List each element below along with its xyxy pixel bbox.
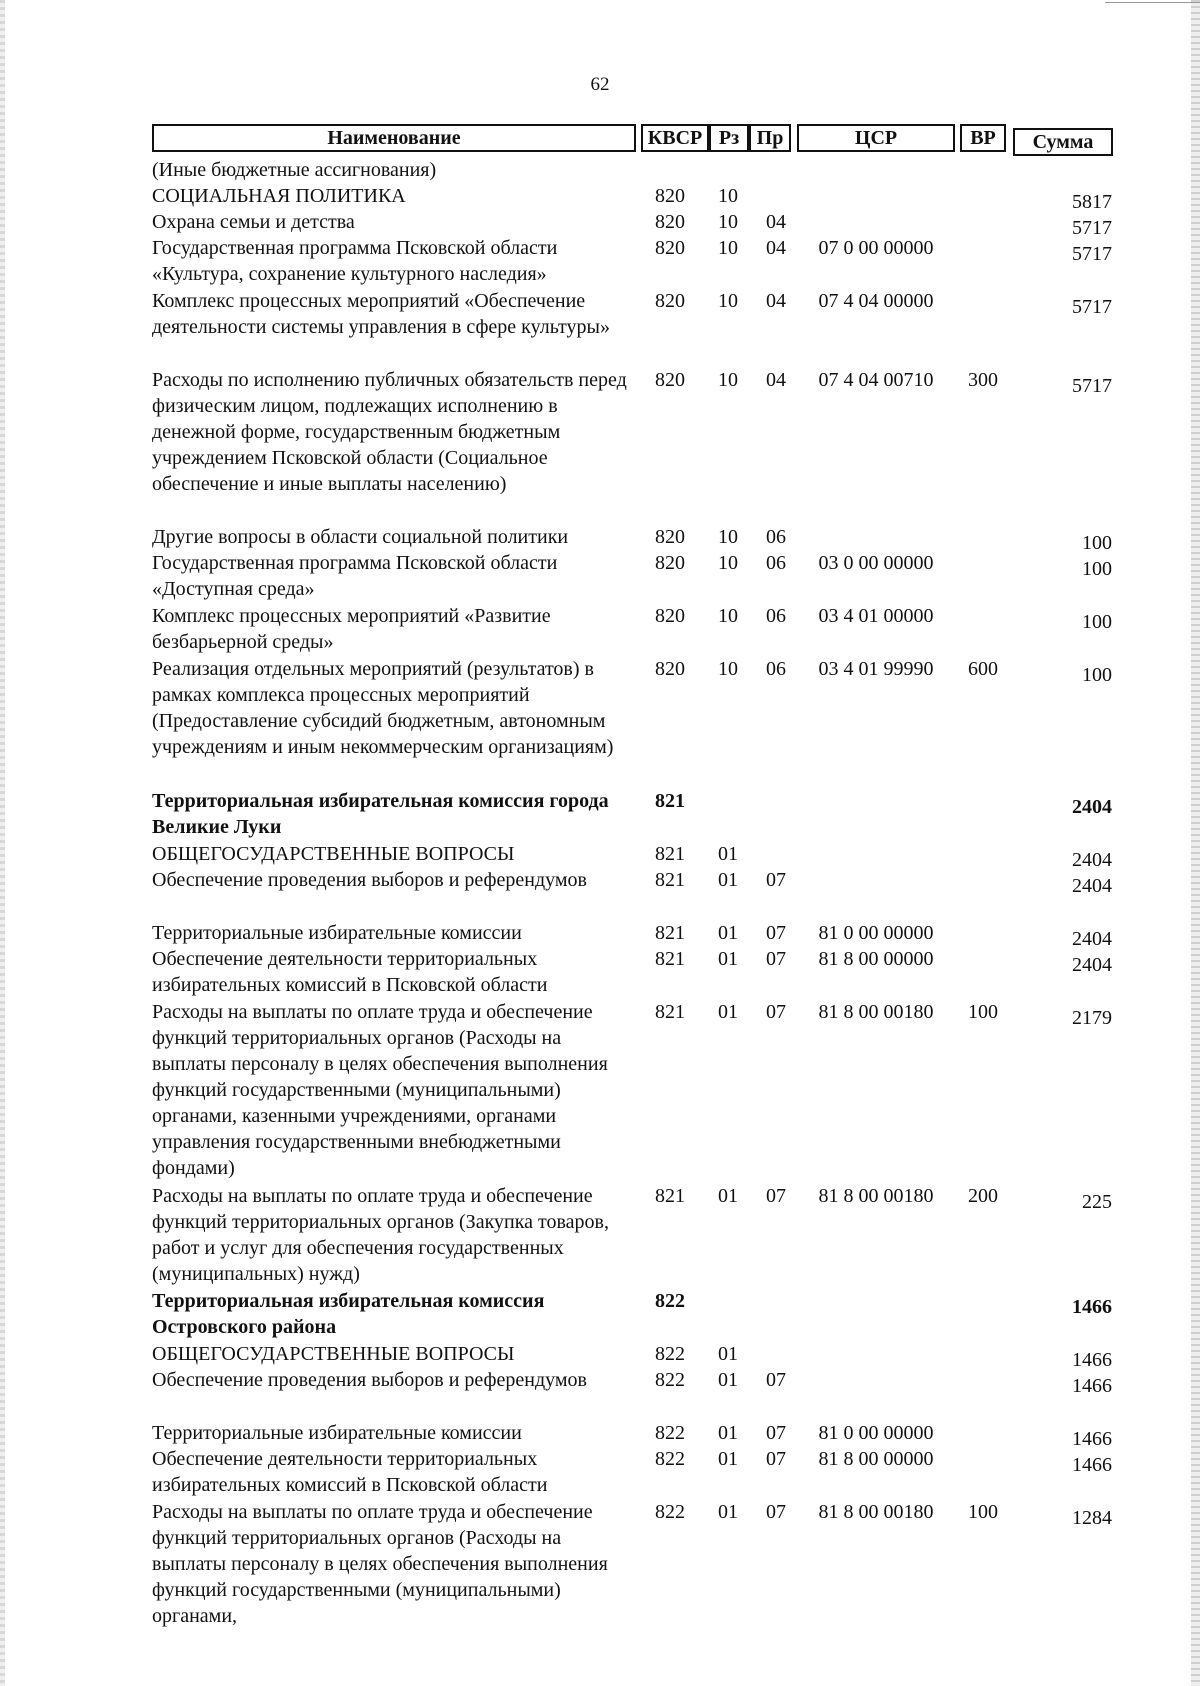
row-rz: 10	[718, 211, 738, 233]
row-sum: 1284	[1072, 1507, 1112, 1529]
row-rz: 10	[718, 605, 738, 627]
row-kvsr: 820	[655, 211, 685, 233]
row-csr: 07 4 04 00710	[818, 369, 934, 391]
row-kvsr: 822	[655, 1343, 685, 1365]
row-csr: 81 8 00 00180	[818, 1501, 934, 1523]
row-sum: 1466	[1072, 1428, 1112, 1450]
row-sum: 5717	[1072, 243, 1112, 265]
row-pr: 07	[766, 1001, 786, 1023]
row-rz: 10	[718, 290, 738, 312]
header-sum: Сумма	[1013, 128, 1113, 156]
row-sum: 2404	[1072, 954, 1112, 976]
row-name: Обеспечение проведения выборов и референдумов	[152, 869, 587, 891]
row-kvsr: 820	[655, 552, 685, 574]
row-rz: 01	[718, 1001, 738, 1023]
row-kvsr: 820	[655, 526, 685, 548]
row-pr: 06	[766, 658, 786, 680]
header-vr: ВР	[960, 124, 1006, 152]
row-kvsr: 822	[655, 1422, 685, 1444]
row-csr: 07 0 00 00000	[818, 237, 934, 259]
row-name: Территориальная избирательная комиссия города Великие Луки	[152, 790, 609, 838]
scan-edge-right	[1191, 0, 1200, 1686]
row-name: Территориальные избирательные комиссии	[152, 1422, 522, 1444]
row-pr: 04	[766, 369, 786, 391]
header-rz: Рз	[709, 124, 749, 152]
row-kvsr: 821	[655, 790, 685, 812]
row-pr: 04	[766, 290, 786, 312]
row-sum: 2404	[1072, 849, 1112, 871]
row-kvsr: 822	[655, 1501, 685, 1523]
scan-edge-top	[1105, 2, 1200, 3]
row-sum: 1466	[1072, 1375, 1112, 1397]
row-pr: 07	[766, 1422, 786, 1444]
row-sum: 1466	[1072, 1454, 1112, 1476]
row-pr: 04	[766, 237, 786, 259]
row-vr: 200	[968, 1185, 998, 1207]
row-sum: 5817	[1072, 191, 1112, 213]
row-pr: 07	[766, 1185, 786, 1207]
row-sum: 2404	[1072, 796, 1112, 818]
row-name: (Иные бюджетные ассигнования)	[152, 159, 437, 181]
row-sum: 100	[1082, 664, 1112, 686]
row-kvsr: 822	[655, 1290, 685, 1312]
row-rz: 10	[718, 185, 738, 207]
row-name: Государственная программа Псковской области «Доступная среда»	[152, 552, 558, 600]
row-vr: 100	[968, 1501, 998, 1523]
row-name: Обеспечение деятельности территориальных избирательных комиссий в Псковской области	[152, 1448, 548, 1496]
row-name: Расходы на выплаты по оплате труда и обеспечение функций территориальных органов (Расходы на выплаты персоналу в целях обеспечения выполнения функций государственными (муниципальными) органами,	[152, 1501, 608, 1627]
row-kvsr: 821	[655, 1001, 685, 1023]
row-sum: 100	[1082, 532, 1112, 554]
row-rz: 01	[718, 1501, 738, 1523]
row-sum: 2179	[1072, 1007, 1112, 1029]
row-pr: 07	[766, 922, 786, 944]
row-rz: 10	[718, 552, 738, 574]
row-name: Комплекс процессных мероприятий «Обеспечение деятельности системы управления в сфере культуры»	[152, 290, 610, 338]
row-name: СОЦИАЛЬНАЯ ПОЛИТИКА	[152, 185, 406, 207]
row-sum: 100	[1082, 611, 1112, 633]
header-csr: ЦСР	[797, 124, 955, 152]
row-sum: 5717	[1072, 217, 1112, 239]
row-rz: 10	[718, 237, 738, 259]
row-pr: 06	[766, 605, 786, 627]
row-name: Расходы по исполнению публичных обязательств перед физическим лицом, подлежащих исполнению в денежной форме, государственным бюджетным учреждением Псковской области (Социальное обеспечение и иные выплаты населению)	[152, 369, 627, 495]
row-pr: 07	[766, 948, 786, 970]
row-name: Другие вопросы в области социальной политики	[152, 526, 569, 548]
row-kvsr: 820	[655, 290, 685, 312]
row-pr: 06	[766, 526, 786, 548]
row-rz: 01	[718, 1422, 738, 1444]
row-kvsr: 821	[655, 948, 685, 970]
row-csr: 81 8 00 00180	[818, 1185, 934, 1207]
row-name: Обеспечение деятельности территориальных избирательных комиссий в Псковской области	[152, 948, 548, 996]
row-rz: 01	[718, 922, 738, 944]
row-csr: 81 0 00 00000	[818, 1422, 934, 1444]
header-name: Наименование	[152, 124, 636, 152]
row-name: Территориальные избирательные комиссии	[152, 922, 522, 944]
row-sum: 2404	[1072, 928, 1112, 950]
row-name: ОБЩЕГОСУДАРСТВЕННЫЕ ВОПРОСЫ	[152, 1343, 515, 1365]
row-rz: 10	[718, 658, 738, 680]
row-name: Расходы на выплаты по оплате труда и обеспечение функций территориальных органов (Закупка товаров, работ и услуг для обеспечения государственных (муниципальных) нужд)	[152, 1185, 609, 1285]
row-rz: 01	[718, 1343, 738, 1365]
row-sum: 1466	[1072, 1296, 1112, 1318]
row-pr: 07	[766, 1448, 786, 1470]
row-sum: 225	[1082, 1191, 1112, 1213]
row-pr: 07	[766, 1369, 786, 1391]
header-pr: Пр	[749, 124, 791, 152]
row-rz: 01	[718, 948, 738, 970]
row-rz: 01	[718, 1448, 738, 1470]
row-csr: 81 8 00 00000	[818, 1448, 934, 1470]
row-kvsr: 822	[655, 1369, 685, 1391]
row-kvsr: 820	[655, 658, 685, 680]
row-rz: 01	[718, 869, 738, 891]
row-vr: 600	[968, 658, 998, 680]
table-header	[152, 124, 1119, 156]
row-sum: 5717	[1072, 296, 1112, 318]
row-pr: 04	[766, 211, 786, 233]
row-sum: 1466	[1072, 1349, 1112, 1371]
row-kvsr: 821	[655, 869, 685, 891]
row-vr: 300	[968, 369, 998, 391]
header-kvsr: КВСР	[641, 124, 709, 152]
row-kvsr: 821	[655, 843, 685, 865]
row-sum: 5717	[1072, 375, 1112, 397]
row-rz: 01	[718, 843, 738, 865]
row-csr: 07 4 04 00000	[818, 290, 934, 312]
row-name: Государственная программа Псковской области «Культура, сохранение культурного наследия»	[152, 237, 558, 285]
row-kvsr: 820	[655, 237, 685, 259]
row-pr: 06	[766, 552, 786, 574]
row-csr: 81 8 00 00000	[818, 948, 934, 970]
row-kvsr: 821	[655, 1185, 685, 1207]
row-csr: 03 0 00 00000	[818, 552, 934, 574]
page-number: 62	[590, 74, 610, 95]
row-csr: 03 4 01 99990	[818, 658, 934, 680]
row-rz: 10	[718, 526, 738, 548]
row-name: Территориальная избирательная комиссия Островского района	[152, 1290, 545, 1338]
scan-edge-left	[0, 0, 5, 1686]
row-pr: 07	[766, 1501, 786, 1523]
row-name: ОБЩЕГОСУДАРСТВЕННЫЕ ВОПРОСЫ	[152, 843, 515, 865]
row-name: Охрана семьи и детства	[152, 211, 355, 233]
row-rz: 01	[718, 1185, 738, 1207]
row-rz: 01	[718, 1369, 738, 1391]
row-rz: 10	[718, 369, 738, 391]
row-sum: 100	[1082, 558, 1112, 580]
row-name: Комплекс процессных мероприятий «Развитие безбарьерной среды»	[152, 605, 551, 653]
row-name: Расходы на выплаты по оплате труда и обеспечение функций территориальных органов (Расходы на выплаты персоналу в целях обеспечения выполнения функций государственными (муниципальными) органами, казенными учреждениями, органами управления государственными внебюджетными фондами)	[152, 1001, 608, 1179]
row-vr: 100	[968, 1001, 998, 1023]
row-kvsr: 820	[655, 369, 685, 391]
row-kvsr: 820	[655, 605, 685, 627]
row-kvsr: 820	[655, 185, 685, 207]
row-name: Реализация отдельных мероприятий (результатов) в рамках комплекса процессных мероприятий (Предоставление субсидий бюджетным, автономным учреждениям и иным некоммерческим организациям)	[152, 658, 614, 758]
row-csr: 81 0 00 00000	[818, 922, 934, 944]
row-name: Обеспечение проведения выборов и референдумов	[152, 1369, 587, 1391]
row-csr: 03 4 01 00000	[818, 605, 934, 627]
row-sum: 2404	[1072, 875, 1112, 897]
row-kvsr: 821	[655, 922, 685, 944]
row-pr: 07	[766, 869, 786, 891]
row-kvsr: 822	[655, 1448, 685, 1470]
row-csr: 81 8 00 00180	[818, 1001, 934, 1023]
